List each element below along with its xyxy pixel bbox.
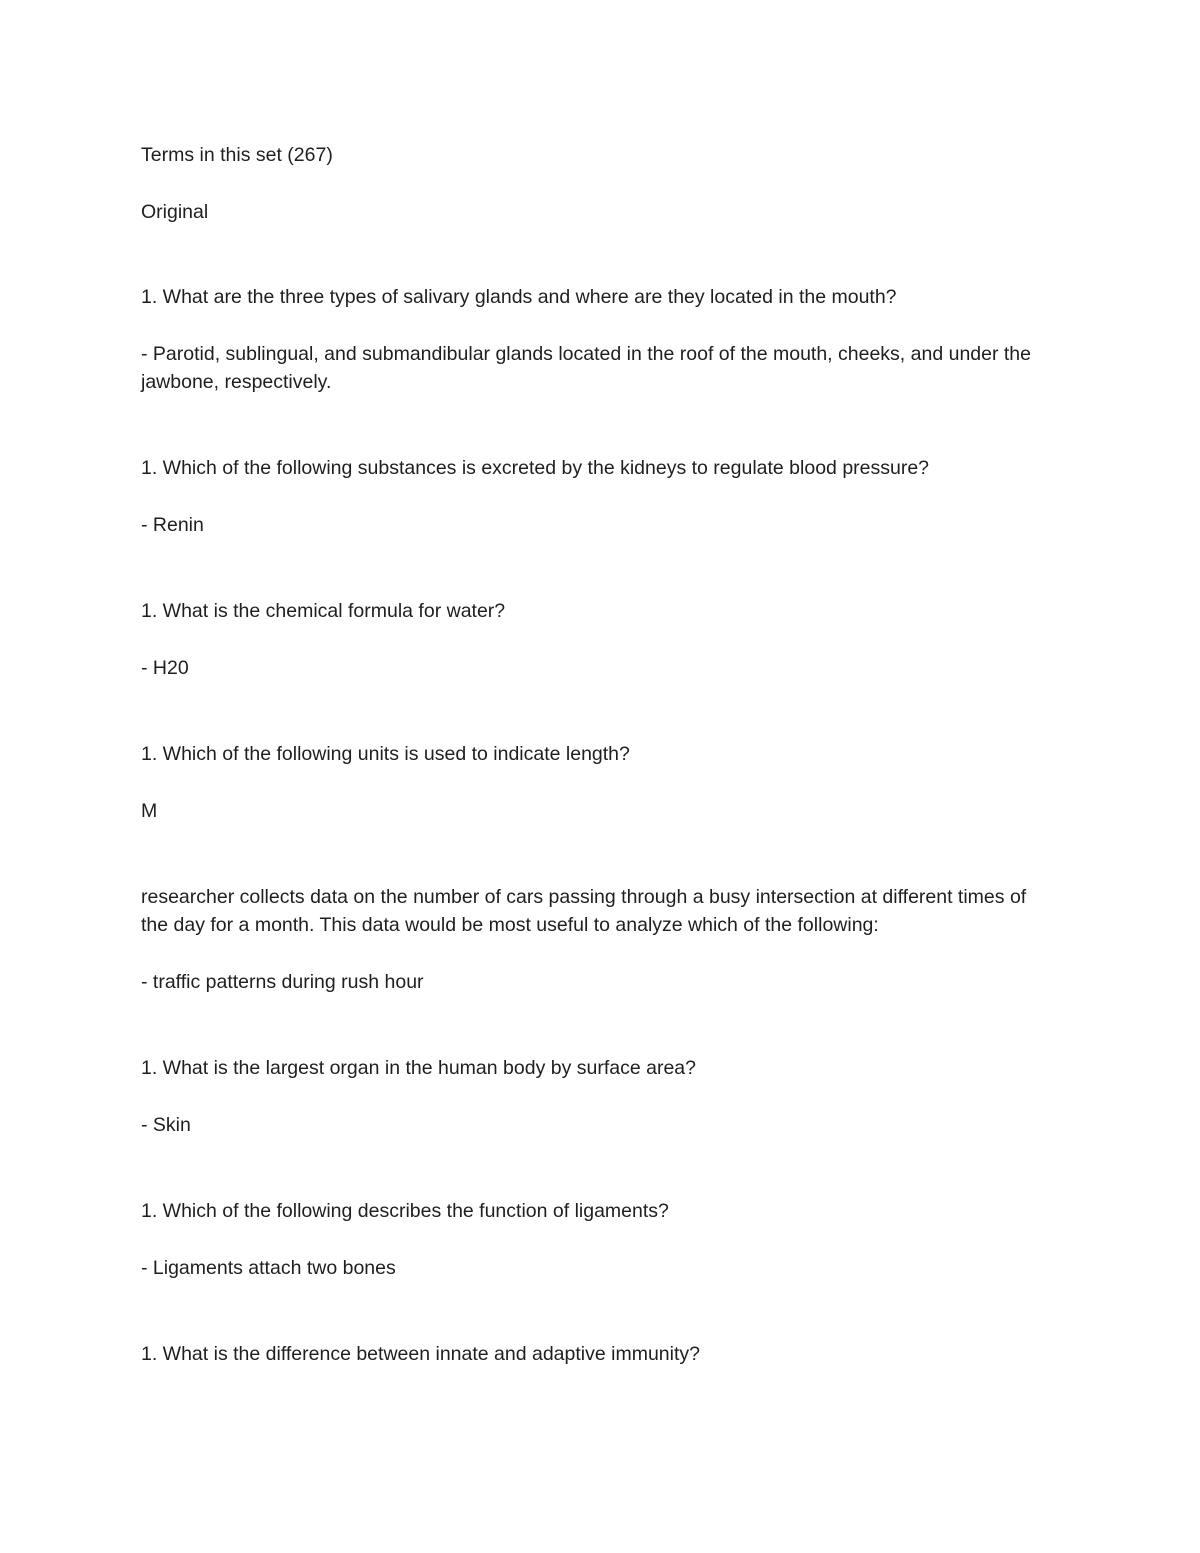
term-question: 1. What is the largest organ in the human body by surface area? — [141, 1057, 696, 1079]
term-answer: - Skin — [141, 1114, 191, 1136]
term-answer: - Parotid, sublingual, and submandibular glands located in the roof of the mouth, cheeks, and under the jawbone, respectively. — [141, 343, 1031, 393]
term-item — [141, 1054, 1051, 1139]
term-question: 1. Which of the following describes the function of ligaments? — [141, 1200, 669, 1222]
term-answer: - Renin — [141, 514, 204, 536]
term-item — [141, 740, 1051, 825]
set-title: Terms in this set (267) — [141, 144, 333, 166]
term-question: 1. Which of the following substances is excreted by the kidneys to regulate blood pressure? — [141, 457, 930, 479]
term-answer: M — [141, 800, 158, 822]
term-question: 1. What is the chemical formula for water? — [141, 600, 506, 622]
term-answer: - traffic patterns during rush hour — [141, 971, 424, 993]
term-item — [141, 883, 1051, 996]
document-body — [141, 141, 1051, 1426]
term-question: 1. What is the difference between innate and adaptive immunity? — [141, 1343, 700, 1365]
term-question: 1. Which of the following units is used to indicate length? — [141, 743, 630, 765]
term-question: researcher collects data on the number of cars passing through a busy intersection at different times of the day for a month. This data would be most useful to analyze which of the following: — [141, 886, 1027, 936]
term-item — [141, 1197, 1051, 1282]
term-item — [141, 1340, 1051, 1368]
set-subtitle: Original — [141, 201, 209, 223]
term-item — [141, 597, 1051, 682]
term-question: 1. What are the three types of salivary glands and where are they located in the mouth? — [141, 286, 897, 308]
term-item — [141, 454, 1051, 539]
term-answer: - H20 — [141, 657, 189, 679]
term-answer: - Ligaments attach two bones — [141, 1257, 396, 1279]
term-item — [141, 283, 1051, 396]
